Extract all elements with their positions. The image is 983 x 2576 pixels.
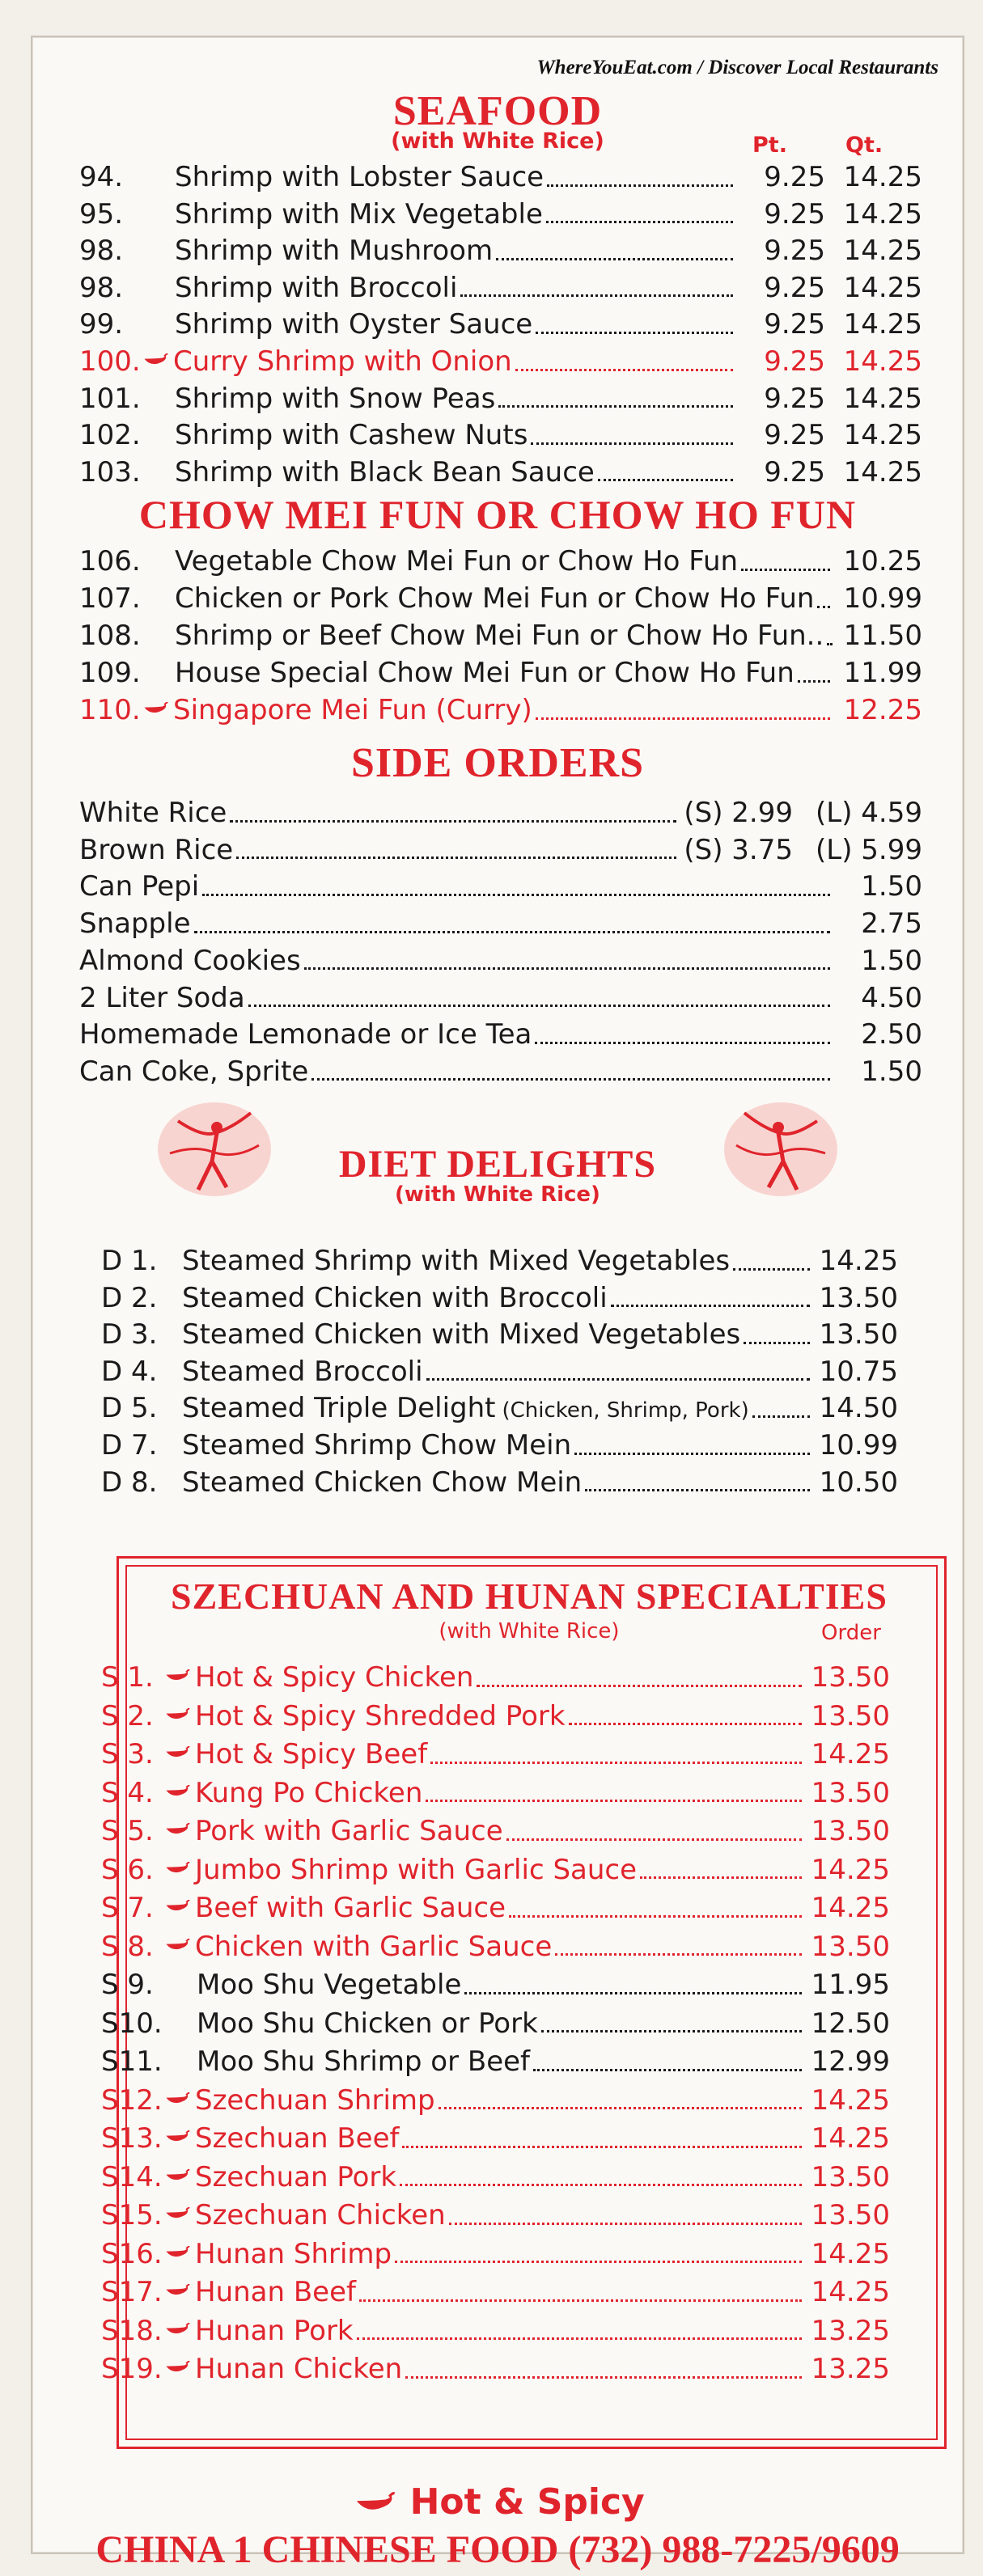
dot-leader: [464, 1992, 802, 1994]
dot-leader: [477, 1685, 802, 1687]
price: 12.50: [811, 2007, 890, 2040]
item-name: Shrimp with Mushroom: [175, 235, 494, 268]
item-name: Shrimp with Lobster Sauce: [175, 161, 544, 193]
item-number: 107.: [79, 582, 141, 615]
item-name: Steamed Triple Delight: [182, 1392, 496, 1425]
dot-leader: [515, 369, 733, 371]
price-quart: 14.25: [843, 308, 922, 341]
chowmeifun-item: [79, 654, 922, 692]
dot-leader: [439, 2107, 802, 2109]
item-name: Singapore Mei Fun (Curry): [173, 694, 532, 726]
item-number: S 2.: [101, 1699, 154, 1732]
seafood-item: [79, 159, 922, 196]
price-pint: 9.25: [764, 308, 825, 341]
price-quart: 14.25: [843, 271, 922, 304]
dot-leader: [509, 1915, 802, 1918]
dot-leader: [311, 1078, 830, 1081]
price: 14.25: [811, 2083, 890, 2117]
item-number: S 9.: [101, 1969, 154, 2001]
price-pint: 9.25: [764, 197, 825, 231]
item-number: S18.: [101, 2314, 163, 2347]
dot-leader: [533, 2069, 802, 2071]
price: 13.50: [811, 1699, 890, 1732]
szechuan-item: [101, 1659, 890, 1696]
price: 11.50: [843, 620, 922, 652]
item-number: S 3.: [101, 1738, 154, 1770]
item-name: White Rice: [79, 797, 227, 829]
item-name: 2 Liter Soda: [79, 981, 245, 1014]
diet-item: [101, 1353, 898, 1390]
chowmeifun-title: CHOW MEI FUN OR CHOW HO FUN: [138, 492, 857, 537]
chowmeifun-item: [79, 580, 922, 617]
diet-subtitle: (with White Rice): [395, 1182, 600, 1207]
item-name: Steamed Broccoli: [182, 1355, 423, 1388]
hot-pepper-icon: [164, 1821, 190, 1840]
dot-leader: [426, 1800, 802, 1802]
price: 10.75: [819, 1355, 898, 1388]
price: 13.50: [811, 1815, 890, 1847]
price: 13.50: [811, 1776, 890, 1809]
szechuan-item: [101, 1698, 890, 1735]
dot-leader: [460, 294, 733, 297]
item-name: Almond Cookies: [79, 944, 301, 977]
item-name: Szechuan Pork: [195, 2160, 397, 2193]
hot-pepper-icon: [164, 1859, 190, 1879]
price: 14.25: [811, 1892, 890, 1924]
item-number: S 7.: [101, 1892, 154, 1924]
hot-pepper-icon: [164, 2358, 190, 2378]
price-quart: 14.25: [843, 419, 922, 452]
menu-page: [31, 36, 964, 2571]
diet-item: [101, 1464, 898, 1501]
szechuan-item: [101, 2005, 890, 2042]
dot-leader: [230, 820, 676, 823]
hot-pepper-icon: [164, 2282, 190, 2301]
price: 2.75: [861, 907, 922, 941]
item-name: Hunan Beef: [195, 2276, 356, 2308]
dot-leader: [236, 857, 676, 859]
dot-leader: [496, 258, 733, 260]
hot-pepper-icon: [164, 1667, 190, 1686]
price: 14.50: [819, 1392, 898, 1425]
dot-leader: [827, 643, 830, 645]
price: 12.25: [843, 694, 922, 726]
hot-pepper-icon: [164, 1744, 190, 1763]
hot-pepper-icon: [142, 351, 168, 370]
szechuan-item: [101, 1774, 890, 1812]
item-name: House Special Chow Mei Fun or Chow Ho Fun: [175, 657, 794, 689]
price: 4.50: [861, 981, 922, 1014]
price: 10.99: [843, 582, 922, 615]
szechuan-item: [101, 2082, 890, 2119]
item-name: Chicken with Garlic Sauce: [195, 1930, 553, 1963]
item-number: S14.: [101, 2160, 163, 2193]
item-number: S13.: [101, 2122, 163, 2155]
seafood-col-qt: Qt.: [845, 133, 883, 158]
dot-leader: [531, 442, 733, 445]
item-name: Pork with Garlic Sauce: [195, 1815, 503, 1847]
price: 10.50: [819, 1466, 898, 1499]
item-number: 106.: [79, 545, 141, 577]
price-quart: 14.25: [843, 345, 922, 378]
item-note: (Chicken, Shrimp, Pork): [502, 1398, 749, 1423]
dot-leader: [202, 894, 830, 896]
item-name: Curry Shrimp with Onion: [173, 345, 512, 378]
dot-leader: [506, 1838, 802, 1841]
szechuan-item: [101, 1851, 890, 1889]
seafood-item: [79, 306, 922, 343]
dot-leader: [400, 2184, 802, 2186]
szechuan-item: [101, 2350, 890, 2388]
dot-leader: [395, 2261, 802, 2263]
dot-leader: [426, 1378, 810, 1381]
item-name: Snapple: [79, 907, 191, 941]
side-order-item: [79, 905, 922, 942]
seafood-subtitle: (with White Rice): [391, 129, 604, 154]
szechuan-item: [101, 2159, 890, 2196]
price-large: (L) 4.59: [816, 797, 922, 829]
price: 13.50: [819, 1281, 898, 1314]
chowmeifun-item: [79, 543, 922, 580]
item-name: Vegetable Chow Mei Fun or Chow Ho Fun: [175, 545, 739, 577]
diet-item: [101, 1390, 898, 1427]
dot-leader: [741, 569, 830, 571]
side-order-item: [79, 942, 922, 979]
price: 13.50: [811, 1930, 890, 1963]
item-number: 94.: [79, 161, 124, 193]
diet-item: [101, 1242, 898, 1280]
price: 14.25: [811, 2276, 890, 2308]
price: 13.50: [811, 2199, 890, 2231]
dot-leader: [248, 1005, 830, 1007]
item-number: 95.: [79, 197, 124, 231]
side-order-item: [79, 831, 922, 869]
item-name: Shrimp with Broccoli: [175, 271, 458, 304]
hot-spicy-legend: [32, 2481, 963, 2523]
price: 11.95: [811, 1969, 890, 2001]
price-pint: 9.25: [764, 345, 825, 378]
dot-leader: [405, 2376, 802, 2379]
dot-leader: [569, 1723, 802, 1725]
szechuan-item: [101, 1813, 890, 1850]
item-number: S17.: [101, 2276, 163, 2308]
price: 1.50: [861, 1055, 922, 1088]
dot-leader: [555, 1953, 802, 1956]
item-number: 103.: [79, 455, 141, 489]
szechuan-item: [101, 2197, 890, 2234]
item-name: Shrimp with Snow Peas: [175, 382, 496, 415]
price-small: (S) 3.75: [684, 833, 793, 866]
price: 14.25: [811, 2237, 890, 2270]
item-number: S 8.: [101, 1930, 154, 1963]
dot-leader: [359, 2299, 802, 2302]
site-watermark: WhereYouEat.com / Discover Local Restaurants: [536, 57, 939, 78]
item-name: Shrimp with Mix Vegetable: [175, 197, 543, 231]
item-number: D 5.: [101, 1392, 158, 1425]
diet-title: DIET DELIGHTS: [338, 1143, 657, 1186]
price-large: (L) 5.99: [816, 833, 922, 866]
hot-pepper-icon: [164, 1897, 190, 1917]
hot-pepper-icon: [164, 1706, 190, 1725]
dot-leader: [449, 2223, 802, 2225]
dot-leader: [733, 1268, 810, 1271]
price-pint: 9.25: [764, 161, 825, 193]
chowmeifun-item: [79, 692, 922, 729]
seafood-item: [79, 454, 922, 491]
item-number: 100.: [79, 345, 141, 378]
item-number: S12.: [101, 2083, 163, 2117]
hot-pepper-icon: [164, 2090, 190, 2109]
item-name: Szechuan Beef: [195, 2122, 400, 2155]
item-number: 110.: [79, 694, 141, 726]
seafood-item: [79, 380, 922, 417]
price: 1.50: [861, 944, 922, 977]
price-pint: 9.25: [764, 271, 825, 304]
item-number: S 1.: [101, 1661, 154, 1694]
szechuan-item: [101, 1928, 890, 1965]
price-quart: 14.25: [843, 382, 922, 415]
dot-leader: [304, 967, 830, 970]
item-number: 108.: [79, 620, 141, 652]
side-order-item: [79, 1053, 922, 1090]
item-name: Moo Shu Chicken or Pork: [197, 2007, 538, 2040]
item-number: 109.: [79, 657, 141, 689]
seafood-item: [79, 232, 922, 269]
dot-leader: [574, 1453, 810, 1455]
item-name: Steamed Shrimp with Mixed Vegetables: [182, 1245, 731, 1277]
price: 14.25: [811, 1853, 890, 1886]
item-name: Hot & Spicy Shredded Pork: [195, 1699, 566, 1732]
item-name: Hot & Spicy Chicken: [195, 1661, 474, 1694]
dot-leader: [536, 332, 733, 334]
price: 13.50: [819, 1318, 898, 1351]
dot-leader: [817, 606, 830, 608]
hot-pepper-icon: [354, 2490, 396, 2518]
dot-leader: [536, 717, 830, 720]
dot-leader: [498, 405, 733, 408]
price: 14.25: [811, 2122, 890, 2155]
item-name: Can Coke, Sprite: [79, 1055, 309, 1088]
item-number: S 5.: [101, 1815, 154, 1847]
dot-leader: [402, 2146, 802, 2148]
side-order-item: [79, 1016, 922, 1053]
dot-leader: [744, 1342, 810, 1344]
price-quart: 14.25: [843, 197, 922, 231]
item-name: Beef with Garlic Sauce: [195, 1892, 506, 1924]
item-number: S 4.: [101, 1776, 154, 1809]
item-number: D 1.: [101, 1245, 158, 1277]
diet-item: [101, 1316, 898, 1353]
restaurant-footer: CHINA 1 CHINESE FOOD (732) 988-7225/9609: [95, 2528, 900, 2571]
hot-pepper-icon: [164, 2244, 190, 2263]
seafood-item: [79, 196, 922, 233]
szechuan-item: [101, 2235, 890, 2273]
item-name: Hunan Pork: [195, 2314, 354, 2347]
seafood-col-pt: Pt.: [752, 133, 787, 158]
price-pint: 9.25: [764, 419, 825, 452]
item-number: D 8.: [101, 1466, 158, 1499]
price-pint: 9.25: [764, 455, 825, 489]
item-number: 98.: [79, 271, 124, 304]
dot-leader: [611, 1305, 810, 1307]
price: 10.25: [843, 545, 922, 577]
item-name: Brown Rice: [79, 833, 234, 866]
seafood-item: [79, 417, 922, 454]
seafood-item: [79, 269, 922, 307]
price: 14.25: [811, 1738, 890, 1770]
item-name: Shrimp or Beef Chow Mei Fun or Chow Ho Fun..: [175, 620, 824, 652]
dot-leader: [430, 1762, 802, 1764]
szechuan-item: [101, 2043, 890, 2080]
item-name: Moo Shu Shrimp or Beef: [197, 2045, 531, 2078]
diet-item: [101, 1427, 898, 1464]
item-number: 101.: [79, 382, 141, 415]
item-name: Kung Po Chicken: [195, 1776, 423, 1809]
price-quart: 14.25: [843, 235, 922, 268]
price-quart: 14.25: [843, 455, 922, 489]
side-orders-title: SIDE ORDERS: [350, 740, 645, 786]
hot-spicy-label: Hot & Spicy: [409, 2481, 645, 2523]
item-number: S 6.: [101, 1853, 154, 1886]
hot-pepper-icon: [164, 2128, 190, 2147]
item-name: Shrimp with Oyster Sauce: [175, 308, 533, 341]
item-number: S19.: [101, 2353, 163, 2385]
item-name: Hunan Chicken: [195, 2353, 403, 2385]
dot-leader: [194, 931, 831, 933]
hot-pepper-icon: [164, 1783, 190, 1802]
item-name: Hunan Shrimp: [195, 2237, 392, 2270]
price: 13.25: [811, 2353, 890, 2385]
diet-item: [101, 1280, 898, 1317]
hot-pepper-icon: [142, 700, 168, 719]
price-pint: 9.25: [764, 382, 825, 415]
item-name: Szechuan Chicken: [195, 2199, 446, 2231]
szechuan-item: [101, 1736, 890, 1773]
szechuan-col-order: Order: [821, 1621, 881, 1645]
item-number: D 4.: [101, 1355, 158, 1388]
item-number: 98.: [79, 235, 124, 268]
price: 13.25: [811, 2314, 890, 2347]
item-name: Homemade Lemonade or Ice Tea: [79, 1018, 532, 1051]
price: 2.50: [861, 1018, 922, 1051]
item-name: Shrimp with Black Bean Sauce: [175, 455, 595, 489]
side-order-item: [79, 979, 922, 1017]
szechuan-item: [101, 1966, 890, 2003]
price: 12.99: [811, 2045, 890, 2078]
price: 13.50: [811, 2160, 890, 2193]
item-name: Can Pepi: [79, 870, 200, 903]
szechuan-title: SZECHUAN AND HUNAN SPECIALTIES: [171, 1576, 888, 1617]
szechuan-item: [101, 1889, 890, 1927]
item-number: D 2.: [101, 1281, 158, 1314]
chowmeifun-item: [79, 617, 922, 654]
item-number: S10.: [101, 2007, 163, 2040]
item-name: Jumbo Shrimp with Garlic Sauce: [195, 1853, 638, 1886]
item-name: Shrimp with Cashew Nuts: [175, 419, 528, 452]
item-name: Steamed Chicken with Mixed Vegetables: [182, 1318, 741, 1351]
dot-leader: [585, 1489, 810, 1491]
item-number: D 7.: [101, 1429, 158, 1461]
dot-leader: [752, 1415, 810, 1418]
item-number: 99.: [79, 308, 124, 341]
hot-pepper-icon: [164, 2167, 190, 2186]
hot-pepper-icon: [164, 2320, 190, 2340]
item-number: S11.: [101, 2045, 163, 2078]
price: 10.99: [819, 1429, 898, 1461]
price: 11.99: [843, 657, 922, 689]
side-order-item: [79, 868, 922, 905]
price-pint: 9.25: [764, 235, 825, 268]
dot-leader: [535, 1042, 830, 1044]
dot-leader: [598, 479, 733, 481]
dot-leader: [541, 2030, 802, 2032]
dot-leader: [547, 184, 733, 187]
hot-pepper-icon: [164, 1936, 190, 1956]
dot-leader: [798, 680, 830, 683]
item-number: 102.: [79, 419, 141, 452]
dot-leader: [546, 221, 733, 223]
price: 13.50: [811, 1661, 890, 1694]
price: 1.50: [861, 870, 922, 903]
price: 14.25: [819, 1245, 898, 1277]
item-name: Chicken or Pork Chow Mei Fun or Chow Ho Fun: [175, 582, 815, 615]
item-name: Steamed Shrimp Chow Mein: [182, 1429, 572, 1461]
szechuan-item: [101, 2120, 890, 2157]
hot-pepper-icon: [164, 2205, 190, 2224]
item-name: Szechuan Shrimp: [195, 2083, 435, 2117]
seafood-title: SEAFOOD: [392, 88, 603, 134]
item-name: Moo Shu Vegetable: [197, 1969, 462, 2001]
item-name: Steamed Chicken with Broccoli: [182, 1281, 608, 1314]
item-number: S15.: [101, 2199, 163, 2231]
side-order-item: [79, 794, 922, 831]
price-small: (S) 2.99: [684, 797, 793, 829]
item-number: D 3.: [101, 1318, 158, 1351]
item-name: Steamed Chicken Chow Mein: [182, 1466, 583, 1499]
item-number: S16.: [101, 2237, 163, 2270]
dot-leader: [640, 1876, 802, 1879]
szechuan-item: [101, 2274, 890, 2311]
dot-leader: [357, 2337, 802, 2340]
szechuan-subtitle: (with White Rice): [439, 1619, 620, 1643]
price-quart: 14.25: [843, 161, 922, 193]
seafood-item: [79, 343, 922, 380]
szechuan-item: [101, 2312, 890, 2350]
item-name: Hot & Spicy Beef: [195, 1738, 428, 1770]
